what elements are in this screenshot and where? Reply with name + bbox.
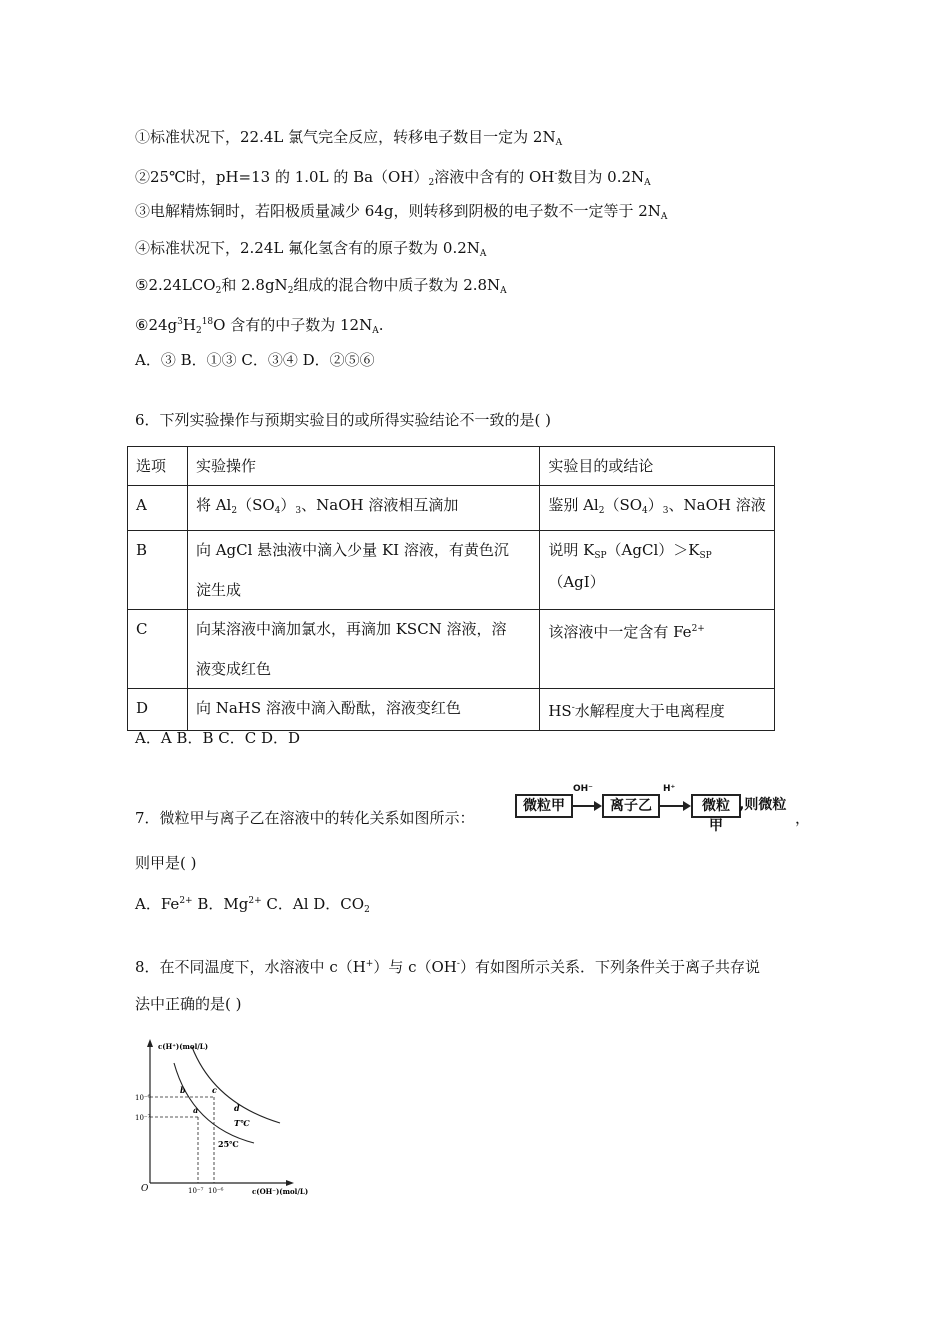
point-label-d: d xyxy=(234,1103,240,1113)
arrow-right-icon xyxy=(594,801,602,811)
row-operation: 将 $Al_2(SO_4)_3$、NaOH 溶液相互滴加 xyxy=(187,486,539,531)
q5-statement-5: $⑤2.24LCO_2$和 $2.8gN_2$组成的混合物中质子数为 $2.8N_A$ xyxy=(135,276,507,296)
flow-arrow-line xyxy=(571,805,595,807)
q5-statement-3: ③电解精炼铜时，若阳极质量减少 64g，则转移到阴极的电子数不一定等于 $2N_A$ xyxy=(135,202,668,222)
table-row xyxy=(128,610,775,689)
flow-box-ion-yi: 离子乙 xyxy=(602,794,660,818)
q5-statement-1: ①标准状况下，22.4L 氯气完全反应，转移电子数目一定为 $2N_A$ xyxy=(135,128,563,148)
flow-arrow-label: OH⁻ xyxy=(573,784,593,794)
q7-options: A．$Fe^{2+}$ B．$Mg^{2+}$ C．Al D．$CO_2$ xyxy=(135,895,370,915)
flow-arrow-line xyxy=(658,805,684,807)
row-operation: 向某溶液中滴加氯水，再滴加 KSCN 溶液，溶 液变成红色 xyxy=(187,610,539,689)
q7-stem: 7．微粒甲与离子乙在溶液中的转化关系如图所示： xyxy=(135,809,475,827)
q5-statement-4: ④标准状况下，2.24L 氟化氢含有的原子数为 $0.2N_A$ xyxy=(135,239,487,259)
row-option: C xyxy=(128,610,188,689)
q7-stem-end: ， xyxy=(795,809,811,827)
row-operation: 向 NaHS 溶液中滴入酚酞，溶液变红色 xyxy=(187,689,539,731)
x-tick-label: 10⁻⁶ xyxy=(208,1187,224,1195)
y-tick-label: 10⁻⁷ xyxy=(135,1114,151,1122)
row-operation: 向 AgCl 悬浊液中滴入少量 KI 溶液，有黄色沉 淀生成 xyxy=(187,531,539,610)
origin-label: O xyxy=(141,1184,149,1194)
q6-options: A．A B．B C．C D．D xyxy=(135,729,301,747)
curve-label-t: T℃ xyxy=(234,1118,250,1128)
arrow-right-icon xyxy=(683,801,691,811)
point-label-b: b xyxy=(180,1085,186,1095)
q5-statement-2: ②25℃时，pH=13 的 1.0L 的 $Ba(OH)_2$溶液中含有的 OH-数目为 $0.2N_A$ xyxy=(135,168,651,188)
flow-arrow-label: H⁺ xyxy=(663,784,676,794)
row-conclusion: 说明 $K_{SP}(AgCl)>K_{SP}(AgI)$ xyxy=(540,531,775,610)
y-axis-arrow-icon xyxy=(147,1039,153,1047)
row-conclusion: HS-水解程度大于电离程度 xyxy=(540,689,775,731)
x-tick-label: 10⁻⁷ xyxy=(188,1187,204,1195)
x-axis-arrow-icon xyxy=(286,1180,294,1186)
y-axis-label: c(H⁺)(mol/L) xyxy=(158,1042,209,1051)
row-option: D xyxy=(128,689,188,731)
q8-stem-line1: 8．在不同温度下，水溶液中 c（H+）与 c（OH-）有如图所示关系．下列条件关于离子共存说 xyxy=(135,958,760,976)
row-option: B xyxy=(128,531,188,610)
q7-flow-diagram xyxy=(515,784,805,834)
row-conclusion: 鉴别 $Al_2(SO_4)_3$、NaOH 溶液 xyxy=(540,486,775,531)
point-label-a: a xyxy=(193,1105,199,1115)
x-axis-label: c(OH⁻)(mol/L) xyxy=(252,1187,309,1196)
flow-tail-text: ,则微粒 xyxy=(739,797,787,813)
q5-statement-6: $⑥24g^3H_2^{18}O$ 含有的中子数为 $12N_A$. xyxy=(135,316,384,336)
table-row xyxy=(128,486,775,531)
q8-stem-line2: 法中正确的是( ) xyxy=(135,995,242,1013)
table-header-row xyxy=(128,447,775,486)
row-conclusion: 该溶液中一定含有 $Fe^{2+}$ xyxy=(540,610,775,689)
table-row xyxy=(128,689,775,731)
point-label-c: c xyxy=(212,1085,217,1095)
table-row xyxy=(128,531,775,610)
q7-line2: 则甲是( ) xyxy=(135,854,197,872)
header-operation: 实验操作 xyxy=(187,447,539,486)
flow-box-particle-jia: 微粒甲 xyxy=(515,794,573,818)
q6-stem: 6．下列实验操作与预期实验目的或所得实验结论不一致的是( ) xyxy=(135,411,552,429)
y-tick-label: 10⁻⁶ xyxy=(135,1094,151,1102)
header-option: 选项 xyxy=(128,447,188,486)
q6-table xyxy=(127,446,775,731)
row-option: A xyxy=(128,486,188,531)
flow-box-particle-jia: 微粒甲 xyxy=(691,794,741,818)
q8-graph xyxy=(130,1035,330,1200)
curve-label-25: 25℃ xyxy=(218,1139,239,1149)
q5-options: A．③ B．①③ C．③④ D．②⑤⑥ xyxy=(135,351,375,369)
header-conclusion: 实验目的或结论 xyxy=(540,447,775,486)
